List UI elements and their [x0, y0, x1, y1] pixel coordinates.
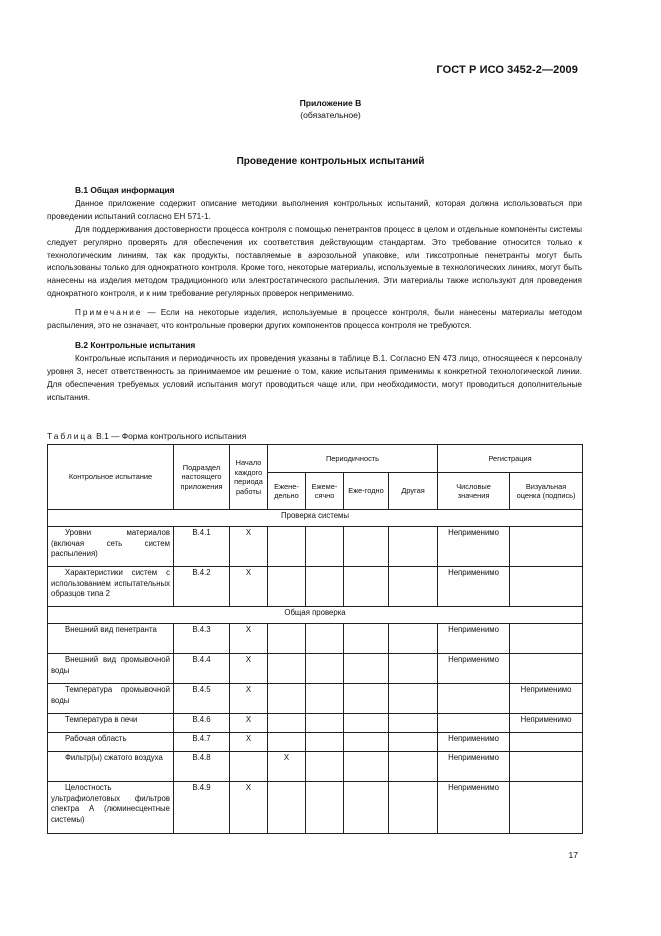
start-cell: X	[230, 733, 268, 752]
note-label: Примечание	[75, 308, 143, 318]
weekly-cell	[268, 654, 306, 684]
monthly-cell	[306, 684, 344, 714]
test-name-cell: Фильтр(ы) сжатого воздуха	[48, 752, 174, 782]
table-caption	[47, 431, 246, 441]
numeric-cell: Неприменимо	[438, 527, 510, 567]
yearly-cell	[344, 752, 389, 782]
start-cell: X	[230, 527, 268, 567]
table-row	[48, 684, 583, 714]
page-title: Проведение контрольных испытаний	[236, 156, 425, 167]
numeric-cell: Неприменимо	[438, 654, 510, 684]
start-cell: X	[230, 684, 268, 714]
document-id: ГОСТ Р ИСО 3452-2—2009	[436, 64, 578, 76]
ref-cell: В.4.2	[174, 567, 230, 607]
test-name-cell: Внешний вид пенетранта	[48, 624, 174, 654]
weekly-cell	[268, 527, 306, 567]
paragraph: Для поддерживания достоверности процесса контроля с помощью пенетрантов процесс в целом и отдельные компоненты системы следует регулярно проверять для обеспечения их соответствия действующим стандартам. Это требование относится только к технологическим линиям, так как продукты, поставляемые в аэрозольной упаковке, или тиксотропные пенетранты могут быть использованы только для однократного контроля. Кроме того, некоторые материалы, используемые в технологических линиях, могут быть нанесены на изделия методом традиционного или электростатического распыления. Эти материалы также используют для проведения однократного контроля, и к ним требование регулярных проверок неприменимо.	[47, 224, 582, 299]
visual-cell	[510, 654, 583, 684]
test-name-cell: Внешний вид промывочной воды	[48, 654, 174, 684]
col-section: Подраздел настоящего приложения	[174, 445, 230, 510]
visual-cell	[510, 752, 583, 782]
numeric-cell: Неприменимо	[438, 733, 510, 752]
start-cell: X	[230, 567, 268, 607]
appendix-label: Приложение В	[299, 98, 362, 108]
numeric-cell: Неприменимо	[438, 752, 510, 782]
monthly-cell	[306, 624, 344, 654]
yearly-cell	[344, 527, 389, 567]
weekly-cell	[268, 567, 306, 607]
visual-cell	[510, 527, 583, 567]
ref-cell: В.4.8	[174, 752, 230, 782]
table-row	[48, 714, 583, 733]
appendix-status: (обязательное)	[300, 110, 361, 120]
table-row	[48, 527, 583, 567]
group-row	[48, 607, 583, 624]
col-visual: Визуальная оценка (подпись)	[510, 473, 583, 510]
monthly-cell	[306, 733, 344, 752]
test-name-cell: Уровни материалов (включая сеть систем распыления)	[48, 527, 174, 567]
test-name-cell: Температура промывочной воды	[48, 684, 174, 714]
visual-cell	[510, 782, 583, 834]
other-cell	[389, 527, 438, 567]
monthly-cell	[306, 714, 344, 733]
numeric-cell	[438, 714, 510, 733]
ref-cell: В.4.7	[174, 733, 230, 752]
table-row	[48, 567, 583, 607]
other-cell	[389, 782, 438, 834]
test-name-cell: Характеристики систем с использованием испытательных образцов типа 2	[48, 567, 174, 607]
start-cell: X	[230, 714, 268, 733]
other-cell	[389, 654, 438, 684]
test-name-cell: Рабочая область	[48, 733, 174, 752]
ref-cell: В.4.4	[174, 654, 230, 684]
visual-cell	[510, 733, 583, 752]
test-name-cell: Температура в печи	[48, 714, 174, 733]
note	[47, 307, 582, 333]
other-cell	[389, 714, 438, 733]
yearly-cell	[344, 733, 389, 752]
col-other: Другая	[389, 473, 438, 510]
other-cell	[389, 684, 438, 714]
appendix-heading	[0, 97, 661, 121]
group-title: Общая проверка	[48, 607, 583, 624]
other-cell	[389, 733, 438, 752]
test-name-cell: Целостность ультрафиолетовых фильтров спектра А (люминесцентные системы)	[48, 782, 174, 834]
weekly-cell	[268, 714, 306, 733]
start-cell: X	[230, 654, 268, 684]
table-row	[48, 654, 583, 684]
weekly-cell: X	[268, 752, 306, 782]
col-registration: Регистрация	[438, 445, 583, 473]
visual-cell	[510, 567, 583, 607]
document-body	[47, 184, 582, 405]
other-cell	[389, 567, 438, 607]
numeric-cell	[438, 684, 510, 714]
paragraph: Данное приложение содержит описание методики выполнения контрольных испытаний, которая должна использоваться при проведении испытаний согласно ЕН 571-1.	[47, 198, 582, 221]
group-row	[48, 510, 583, 527]
col-numeric: Числовые значения	[438, 473, 510, 510]
visual-cell: Неприменимо	[510, 684, 583, 714]
table-row	[48, 624, 583, 654]
col-test: Контрольное испытание	[48, 445, 174, 510]
start-cell	[230, 752, 268, 782]
numeric-cell: Неприменимо	[438, 782, 510, 834]
monthly-cell	[306, 782, 344, 834]
numeric-cell: Неприменимо	[438, 624, 510, 654]
yearly-cell	[344, 714, 389, 733]
start-cell: X	[230, 624, 268, 654]
col-start: Начало каждого периода работы	[230, 445, 268, 510]
other-cell	[389, 752, 438, 782]
yearly-cell	[344, 684, 389, 714]
col-monthly: Ежеме-сячно	[306, 473, 344, 510]
visual-cell	[510, 624, 583, 654]
table-row	[48, 733, 583, 752]
col-periodicity: Периодичность	[268, 445, 438, 473]
monthly-cell	[306, 654, 344, 684]
col-yearly: Еже-годно	[344, 473, 389, 510]
control-test-table	[47, 444, 583, 834]
other-cell	[389, 624, 438, 654]
visual-cell: Неприменимо	[510, 714, 583, 733]
yearly-cell	[344, 567, 389, 607]
table-row	[48, 782, 583, 834]
numeric-cell: Неприменимо	[438, 567, 510, 607]
ref-cell: В.4.5	[174, 684, 230, 714]
weekly-cell	[268, 782, 306, 834]
yearly-cell	[344, 624, 389, 654]
yearly-cell	[344, 654, 389, 684]
ref-cell: В.4.3	[174, 624, 230, 654]
weekly-cell	[268, 624, 306, 654]
group-title: Проверка системы	[48, 510, 583, 527]
section-heading: В.2 Контрольные испытания	[75, 339, 196, 350]
ref-cell: В.4.6	[174, 714, 230, 733]
ref-cell: В.4.9	[174, 782, 230, 834]
weekly-cell	[268, 684, 306, 714]
ref-cell: В.4.1	[174, 527, 230, 567]
monthly-cell	[306, 567, 344, 607]
note-text: — Если на некоторые изделия, используемые в процессе контроля, были нанесены материалы методом распыления, это не означает, что контрольные проверки других компонентов процесса контроля не требуются.	[47, 308, 582, 331]
monthly-cell	[306, 752, 344, 782]
caption-word: Таблица	[47, 431, 94, 441]
weekly-cell	[268, 733, 306, 752]
paragraph: Контрольные испытания и периодичность их проведения указаны в таблице В.1. Согласно EN 473 лицо, относящееся к персоналу уровня 3, несет ответственность за принимаемое им решение о том, какие испытания применимы к конкретной технологической линии. Для обеспечения требуемых условий испытания могут проводиться чаще или, при необходимости, могут проводиться дополнительные испытания.	[47, 353, 582, 402]
yearly-cell	[344, 782, 389, 834]
table-row	[48, 752, 583, 782]
monthly-cell	[306, 527, 344, 567]
col-weekly: Ежене-дельно	[268, 473, 306, 510]
caption-text: В.1 — Форма контрольного испытания	[93, 431, 247, 441]
section-heading: В.1 Общая информация	[75, 185, 175, 195]
start-cell: X	[230, 782, 268, 834]
page-number: 17	[568, 850, 578, 860]
